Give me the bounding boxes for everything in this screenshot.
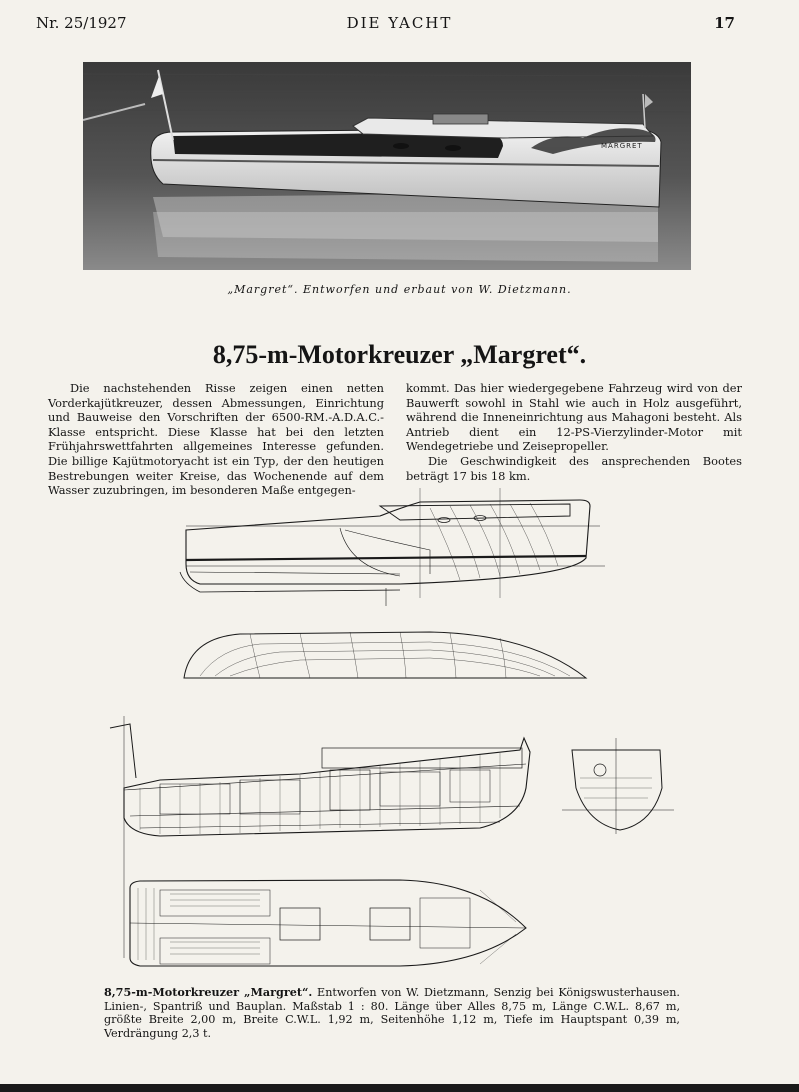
article-title: 8,75-m-Motorkreuzer „Margret“. — [212, 340, 587, 369]
figure-caption-title: 8,75-m-Motorkreuzer „Margret“. — [104, 985, 313, 999]
deck-plan — [130, 880, 526, 966]
profile-drawing — [180, 488, 605, 606]
photo-caption: „Margret“. Entworfen und erbaut von W. Dietzmann. — [227, 283, 572, 296]
article-column-left — [48, 381, 384, 498]
figure-caption — [104, 986, 680, 1040]
technical-drawings — [100, 488, 700, 978]
issue-number: Nr. 25/1927 — [36, 14, 127, 32]
boat-name-label: MARGRET — [601, 142, 643, 150]
boat-photo — [83, 62, 691, 270]
lines-plan — [184, 632, 586, 678]
page-number: 17 — [714, 14, 735, 32]
figure-caption-text: Entworfen von W. Dietzmann, Senzig bei Königswusterhausen. Linien-, Spantriß und Bauplan. Maßstab 1 : 80. Länge über Alles 8,75 m, Länge C.W.L. 8,67 m, größte Breite 2,00 m, Breite C.W.L. 1,92 m, Seitenhöhe 1,12 m, Tiefe im Hauptspant 0,39 m, Verdrängung 2,3 t. — [104, 986, 680, 1040]
article-column-right — [406, 381, 742, 483]
boat-photo-image — [83, 62, 691, 270]
paragraph: kommt. Das hier wiedergegebene Fahrzeug wird von der Bauwerft sowohl in Stahl wie auch in Holz ausgeführt, während die Inneneinrichtung aus Mahagoni besteht. Als Antrieb dient ein 12-PS-Vierzylinder-Motor mit Wendegetriebe und Zeisepropeller. — [406, 381, 742, 454]
paragraph: Die Geschwindigkeit des ansprechenden Bootes beträgt 17 bis 18 km. — [406, 453, 742, 483]
scan-border — [0, 1084, 799, 1092]
paragraph: Die nachstehenden Risse zeigen einen netten Vorderkajütkreuzer, dessen Abmessungen, Einrichtung und Bauweise den Vorschriften der 6500-RM.-A.D.A.C.-Klasse entspricht. Diese Klasse hat bei den letzten Frühjahrswettfahrten allgemeines Interesse gefunden. Die billige Kajütmotoryacht ist ein Typ, der den heutigen Bestrebungen weiter Kreise, das Wochenende auf dem Wasser zuzubringen, im besonderen Maße entgegen- — [48, 381, 384, 498]
section-view — [562, 738, 674, 834]
magazine-title: DIE YACHT — [346, 14, 453, 32]
